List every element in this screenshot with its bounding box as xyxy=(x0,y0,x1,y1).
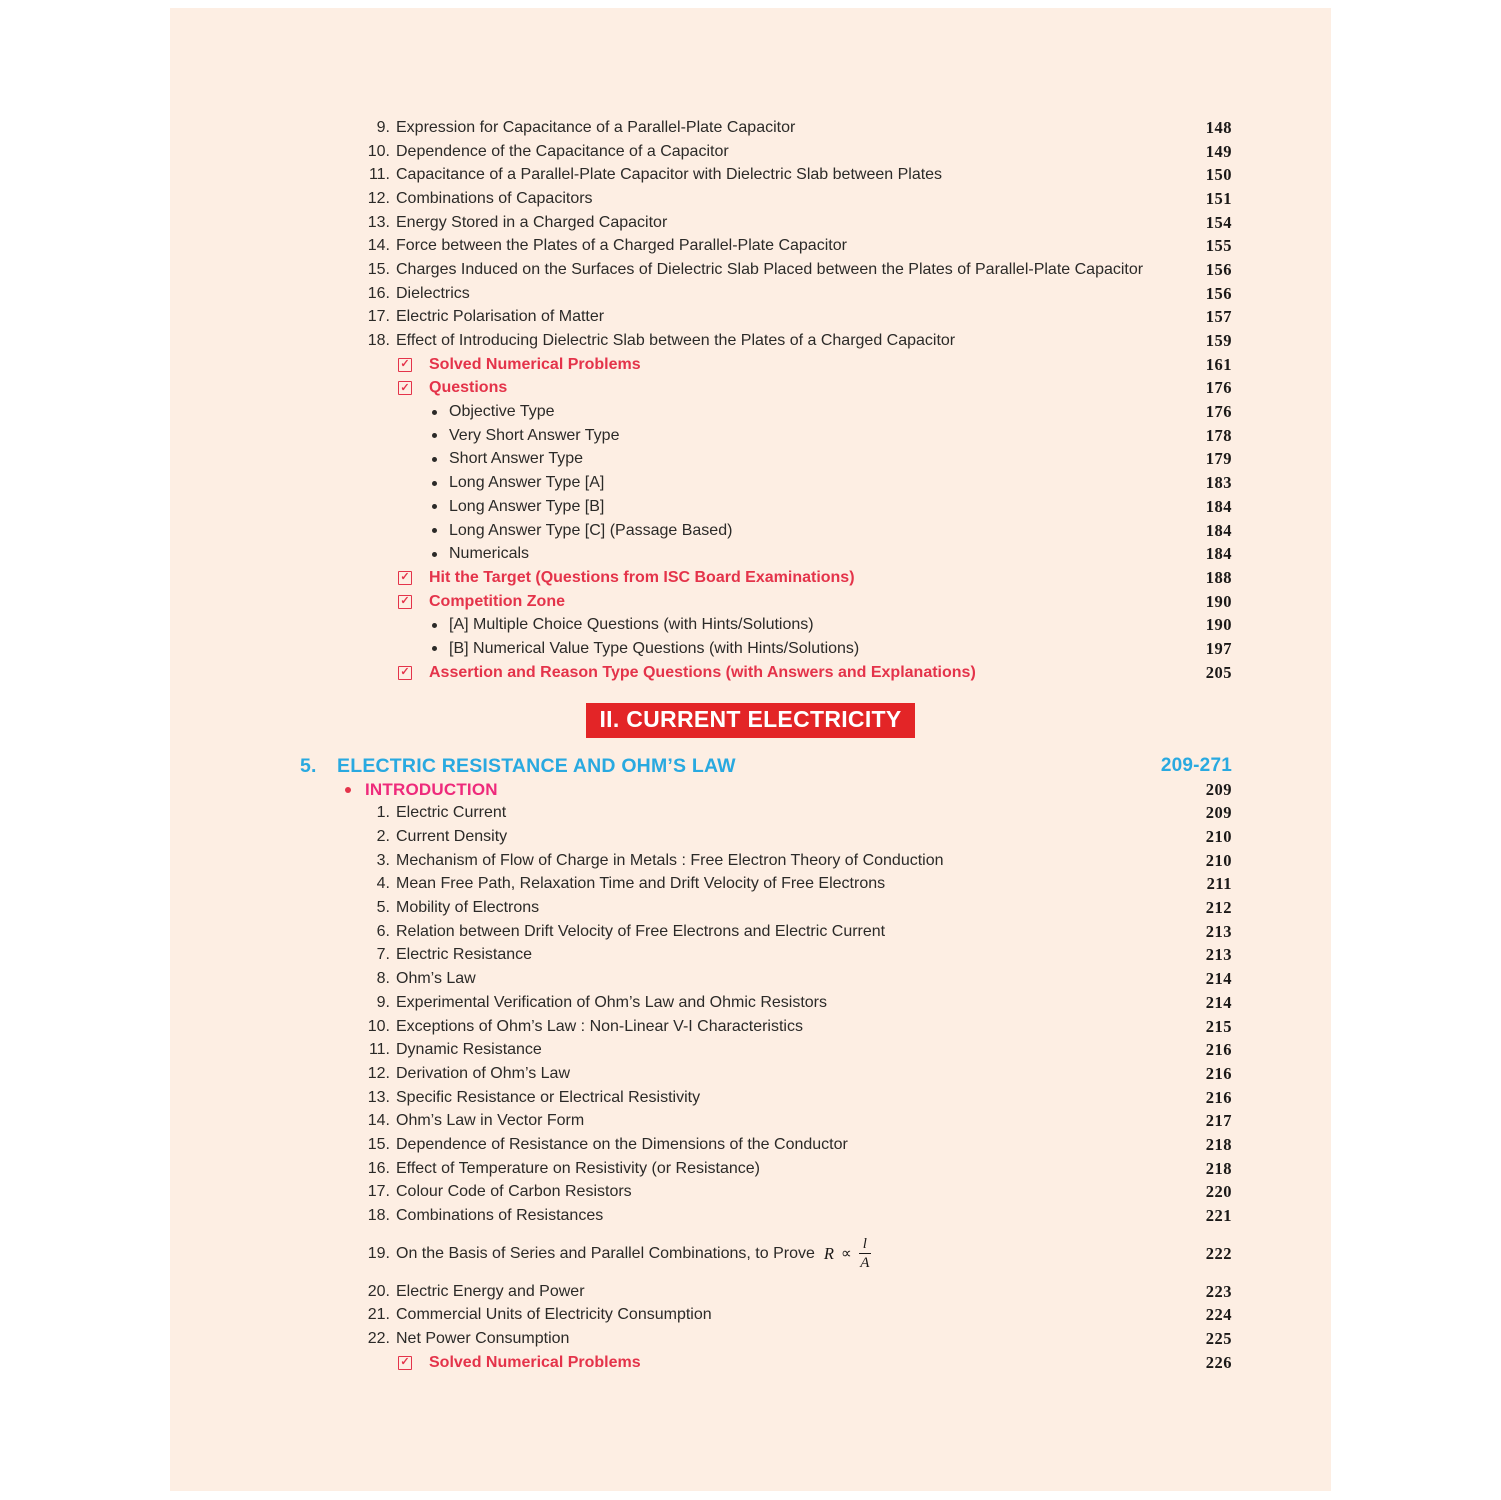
page-number: 220 xyxy=(1205,1182,1232,1202)
toc-item xyxy=(170,1204,1331,1228)
page-number: 161 xyxy=(1205,354,1232,374)
page-number: 148 xyxy=(1205,117,1232,137)
sub-item-label: [B] Numerical Value Type Questions (with Hints/Solutions) xyxy=(449,639,860,657)
item-label: Electric Resistance xyxy=(396,946,533,964)
toc-item xyxy=(170,187,1331,211)
item-label: On the Basis of Series and Parallel Combinations, to Prove xyxy=(396,1244,815,1262)
item-label: Dependence of the Capacitance of a Capacitor xyxy=(396,142,729,160)
toc-item xyxy=(170,116,1331,140)
page-number: 212 xyxy=(1205,898,1232,918)
page-number: 178 xyxy=(1205,425,1232,445)
item-label: Net Power Consumption xyxy=(396,1330,570,1348)
checkbox-icon: ✓ xyxy=(398,571,412,585)
checkbox-icon: ✓ xyxy=(398,381,412,395)
part-banner: II. CURRENT ELECTRICITY xyxy=(586,703,914,738)
bullet-icon xyxy=(432,504,437,509)
item-label: Effect of Temperature on Resistivity (or Resistance) xyxy=(396,1159,760,1177)
item-label: Ohm’s Law xyxy=(396,970,476,988)
toc-sub-item xyxy=(170,542,1331,566)
page-number: 176 xyxy=(1205,402,1232,422)
item-number: 15. xyxy=(367,260,390,278)
bullet-icon xyxy=(432,410,437,415)
item-label: Exceptions of Ohm’s Law : Non-Linear V-I Characteristics xyxy=(396,1017,803,1035)
toc-item xyxy=(170,1062,1331,1086)
page-number: 225 xyxy=(1205,1329,1232,1349)
page-number: 156 xyxy=(1205,259,1232,279)
item-label: Commercial Units of Electricity Consumption xyxy=(396,1306,712,1324)
toc-sub-item xyxy=(170,424,1331,448)
item-label: Electric Energy and Power xyxy=(396,1282,585,1300)
item-number: 12. xyxy=(367,189,390,207)
item-label: Mechanism of Flow of Charge in Metals : Free Electron Theory of Conduction xyxy=(396,851,944,869)
item-number: 17. xyxy=(367,1183,390,1201)
toc-sub-item xyxy=(170,448,1331,472)
toc-item xyxy=(170,1181,1331,1205)
toc-item xyxy=(170,802,1331,826)
item-number: 22. xyxy=(367,1330,390,1348)
page-number: 221 xyxy=(1205,1206,1232,1226)
checkbox-icon: ✓ xyxy=(398,1356,412,1370)
toc-item xyxy=(170,920,1331,944)
toc-feature-item xyxy=(170,1351,1331,1375)
fraction xyxy=(859,1236,871,1272)
page-number: 213 xyxy=(1205,921,1232,941)
item-number: 17. xyxy=(367,308,390,326)
bullet-icon xyxy=(432,623,437,628)
item-label: Mean Free Path, Relaxation Time and Drift Velocity of Free Electrons xyxy=(396,875,886,893)
page-number: 216 xyxy=(1205,1087,1232,1107)
toc-item xyxy=(170,873,1331,897)
item-label: Effect of Introducing Dielectric Slab between the Plates of a Charged Capacitor xyxy=(396,332,956,350)
page-number: 216 xyxy=(1205,1040,1232,1060)
item-label: Capacitance of a Parallel-Plate Capacitor with Dielectric Slab between Plates xyxy=(396,166,943,184)
item-number: 3. xyxy=(376,851,390,869)
toc-sub-item xyxy=(170,637,1331,661)
page-number: 209 xyxy=(1205,803,1232,823)
item-label: Ohm’s Law in Vector Form xyxy=(396,1112,585,1130)
feature-label: Questions xyxy=(429,379,508,397)
item-label: Dielectrics xyxy=(396,284,470,302)
item-number: 9. xyxy=(376,993,390,1011)
page-number: 183 xyxy=(1205,473,1232,493)
toc-item xyxy=(170,1304,1331,1328)
item-number: 5. xyxy=(376,899,390,917)
page-number: 184 xyxy=(1205,496,1232,516)
item-number: 16. xyxy=(367,1159,390,1177)
part-banner-wrap xyxy=(170,703,1331,738)
toc-sub-item xyxy=(170,495,1331,519)
sub-item-label: [A] Multiple Choice Questions (with Hints/Solutions) xyxy=(449,616,814,634)
item-label: Force between the Plates of a Charged Parallel-Plate Capacitor xyxy=(396,237,847,255)
toc-sub-item xyxy=(170,519,1331,543)
item-number: 2. xyxy=(376,828,390,846)
page-number: 224 xyxy=(1205,1305,1232,1325)
toc-item xyxy=(170,140,1331,164)
page-number: 226 xyxy=(1205,1352,1232,1372)
bullet-icon xyxy=(432,481,437,486)
bullet-icon xyxy=(432,433,437,438)
toc-item xyxy=(170,234,1331,258)
page-number: 215 xyxy=(1205,1016,1232,1036)
feature-label: Assertion and Reason Type Questions (with Answers and Explanations) xyxy=(429,663,976,681)
toc-item xyxy=(170,258,1331,282)
item-number: 10. xyxy=(367,142,390,160)
chapter-heading xyxy=(170,755,1331,778)
page-number: 205 xyxy=(1205,662,1232,682)
page-number: 210 xyxy=(1205,827,1232,847)
item-number: 15. xyxy=(367,1135,390,1153)
page-number: 211 xyxy=(1206,874,1232,894)
feature-label: Hit the Target (Questions from ISC Board Examinations) xyxy=(429,568,855,586)
item-number: 11. xyxy=(368,1041,390,1059)
page-number: 197 xyxy=(1205,638,1232,658)
sub-item-label: Long Answer Type [C] (Passage Based) xyxy=(449,521,733,539)
item-label: Dynamic Resistance xyxy=(396,1041,542,1059)
toc-item xyxy=(170,282,1331,306)
item-label: Specific Resistance or Electrical Resistivity xyxy=(396,1088,701,1106)
sub-item-label: Long Answer Type [B] xyxy=(449,497,605,515)
page-number: 190 xyxy=(1205,591,1232,611)
page-number: 184 xyxy=(1205,544,1232,564)
checkbox-icon: ✓ xyxy=(398,358,412,372)
item-label: Dependence of Resistance on the Dimensions of the Conductor xyxy=(396,1135,848,1153)
bullet-icon xyxy=(345,787,351,793)
item-number: 6. xyxy=(376,922,390,940)
page-number: 149 xyxy=(1205,141,1232,161)
bullet-icon xyxy=(432,528,437,533)
toc-item xyxy=(170,1280,1331,1304)
item-label: Experimental Verification of Ohm’s Law and Ohmic Resistors xyxy=(396,993,827,1011)
item-number: 13. xyxy=(367,1088,390,1106)
item-number: 12. xyxy=(367,1064,390,1082)
item-label: Current Density xyxy=(396,828,508,846)
item-label: Relation between Drift Velocity of Free Electrons and Electric Current xyxy=(396,922,886,940)
item-number: 19. xyxy=(367,1244,390,1262)
page-number: 210 xyxy=(1205,850,1232,870)
checkbox-icon: ✓ xyxy=(398,595,412,609)
feature-label: Solved Numerical Problems xyxy=(429,1353,641,1371)
item-label: Expression for Capacitance of a Parallel-Plate Capacitor xyxy=(396,118,796,136)
item-number: 4. xyxy=(376,875,390,893)
item-number: 8. xyxy=(376,970,390,988)
bullet-icon xyxy=(432,646,437,651)
page-number: 188 xyxy=(1205,567,1232,587)
toc-item xyxy=(170,849,1331,873)
page-number: 209 xyxy=(1205,779,1232,799)
feature-label: Solved Numerical Problems xyxy=(429,355,641,373)
page-number: 190 xyxy=(1205,615,1232,635)
toc-item xyxy=(170,1157,1331,1181)
item-number: 18. xyxy=(367,332,390,350)
item-number: 13. xyxy=(367,213,390,231)
chapter-page-range: 209-271 xyxy=(1160,755,1232,776)
sub-item-label: Very Short Answer Type xyxy=(449,426,620,444)
page-number: 154 xyxy=(1205,212,1232,232)
proportional-to-symbol: ∝ xyxy=(840,1246,852,1263)
item-number: 18. xyxy=(367,1207,390,1225)
feature-label: Competition Zone xyxy=(429,592,565,610)
page-number: 151 xyxy=(1205,188,1232,208)
toc-feature-item xyxy=(170,661,1331,685)
toc-item xyxy=(170,1109,1331,1133)
page-number: 214 xyxy=(1205,992,1232,1012)
toc-item xyxy=(170,1038,1331,1062)
item-label: Combinations of Capacitors xyxy=(396,189,593,207)
page-number: 184 xyxy=(1205,520,1232,540)
toc-item xyxy=(170,1327,1331,1351)
item-label: Combinations of Resistances xyxy=(396,1207,604,1225)
proportionality-formula xyxy=(824,1236,871,1272)
toc-capacitance-list xyxy=(170,8,1331,685)
sub-item-label: Short Answer Type xyxy=(449,450,583,468)
chapter-number: 5. xyxy=(300,754,317,777)
item-number: 20. xyxy=(367,1282,390,1300)
sub-item-label: Objective Type xyxy=(449,403,555,421)
fraction-numerator: l xyxy=(859,1236,871,1255)
page-number: 150 xyxy=(1205,165,1232,185)
page-number: 214 xyxy=(1205,969,1232,989)
bullet-icon xyxy=(432,552,437,557)
checkbox-icon: ✓ xyxy=(398,666,412,680)
item-number: 10. xyxy=(367,1017,390,1035)
item-label: Charges Induced on the Surfaces of Dielectric Slab Placed between the Plates of Parallel-Plate Capacitor xyxy=(396,260,1144,278)
item-label: Derivation of Ohm’s Law xyxy=(396,1064,570,1082)
toc-feature-item xyxy=(170,566,1331,590)
toc-feature-item xyxy=(170,353,1331,377)
toc-item xyxy=(170,944,1331,968)
item-number: 21. xyxy=(367,1306,390,1324)
chapter-title: ELECTRIC RESISTANCE AND OHM’S LAW xyxy=(337,754,736,777)
toc-feature-item xyxy=(170,377,1331,401)
item-number: 11. xyxy=(368,166,390,184)
toc-item xyxy=(170,896,1331,920)
item-label: Electric Current xyxy=(396,804,507,822)
toc-sub-item xyxy=(170,613,1331,637)
item-number: 14. xyxy=(367,1112,390,1130)
fraction-denominator: A xyxy=(860,1255,870,1272)
intro-label: INTRODUCTION xyxy=(365,779,498,799)
toc-item xyxy=(170,1228,1331,1280)
page-number: 159 xyxy=(1205,331,1232,351)
page-number: 218 xyxy=(1205,1134,1232,1154)
page-number: 216 xyxy=(1205,1063,1232,1083)
page-number: 179 xyxy=(1205,449,1232,469)
toc-intro-item xyxy=(170,778,1331,802)
item-label: Electric Polarisation of Matter xyxy=(396,308,605,326)
page-number: 157 xyxy=(1205,307,1232,327)
toc-sub-item xyxy=(170,471,1331,495)
item-label: Mobility of Electrons xyxy=(396,899,540,917)
toc-item xyxy=(170,1015,1331,1039)
page-number: 155 xyxy=(1205,236,1232,256)
bullet-icon xyxy=(432,457,437,462)
formula-variable: R xyxy=(823,1243,834,1263)
item-number: 16. xyxy=(367,284,390,302)
toc-feature-item xyxy=(170,590,1331,614)
toc-item xyxy=(170,1086,1331,1110)
page-number: 223 xyxy=(1205,1281,1232,1301)
toc-item xyxy=(170,163,1331,187)
toc-sub-item xyxy=(170,400,1331,424)
book-page xyxy=(170,8,1331,1491)
sub-item-label: Numericals xyxy=(449,545,530,563)
page-number: 218 xyxy=(1205,1158,1232,1178)
toc-item xyxy=(170,967,1331,991)
toc-item xyxy=(170,306,1331,330)
toc-item xyxy=(170,991,1331,1015)
item-label: Colour Code of Carbon Resistors xyxy=(396,1183,632,1201)
item-number: 7. xyxy=(376,946,390,964)
sub-item-label: Long Answer Type [A] xyxy=(449,474,605,492)
page-number: 222 xyxy=(1205,1243,1232,1263)
item-label: Energy Stored in a Charged Capacitor xyxy=(396,213,668,231)
page-number: 217 xyxy=(1205,1111,1232,1131)
item-number: 14. xyxy=(367,237,390,255)
page-number: 213 xyxy=(1205,945,1232,965)
toc-chapter5-list xyxy=(170,778,1331,1375)
toc-item xyxy=(170,1133,1331,1157)
toc-item xyxy=(170,825,1331,849)
toc-item xyxy=(170,211,1331,235)
item-number: 1. xyxy=(376,804,390,822)
item-number: 9. xyxy=(376,118,390,136)
page-number: 176 xyxy=(1205,378,1232,398)
toc-item xyxy=(170,329,1331,353)
page-number: 156 xyxy=(1205,283,1232,303)
